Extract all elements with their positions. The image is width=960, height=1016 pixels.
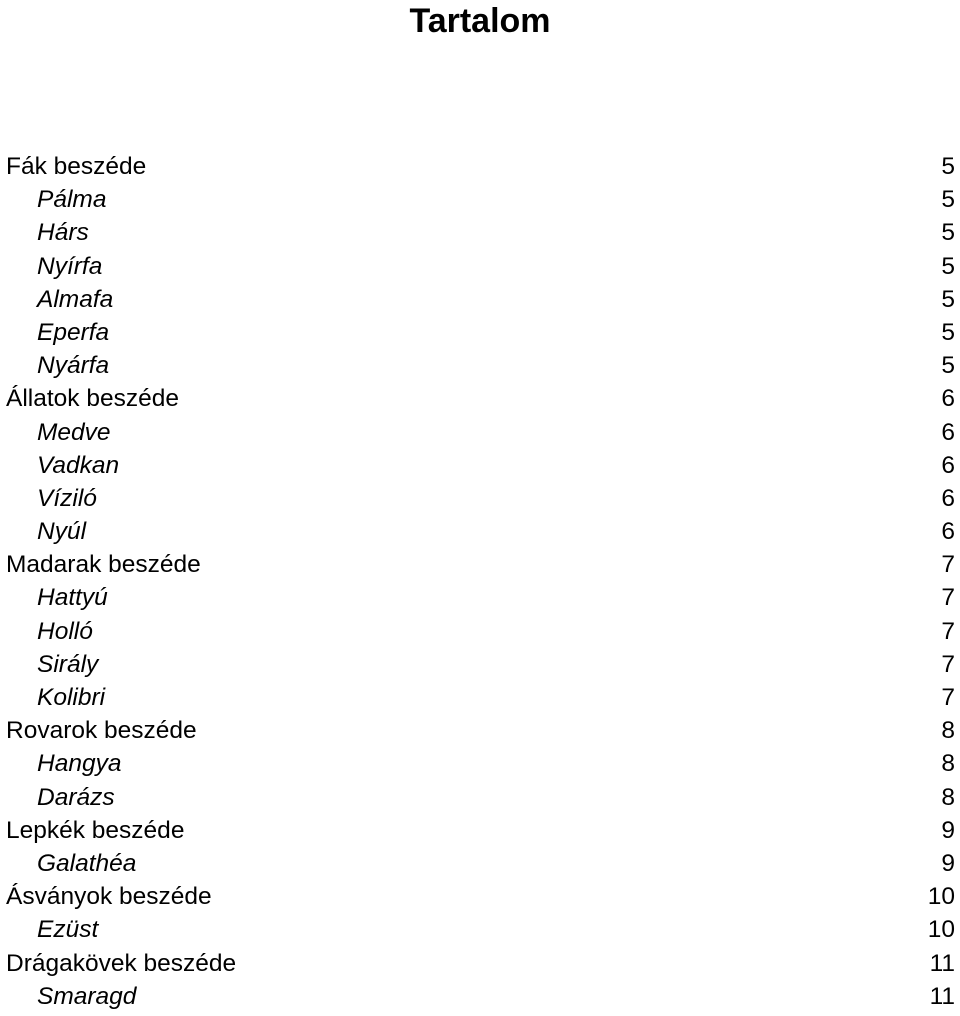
toc-subsection-entry[interactable] xyxy=(6,847,955,880)
toc-subsection-entry[interactable] xyxy=(6,449,955,482)
toc-subsection-entry[interactable] xyxy=(6,648,955,681)
toc-entry-page-number: 8 xyxy=(941,783,955,811)
toc-subsection-entry[interactable] xyxy=(6,416,955,449)
toc-entry-label: Ezüst xyxy=(37,916,99,944)
table-of-contents xyxy=(6,150,955,1013)
toc-section-entry[interactable] xyxy=(6,947,955,980)
toc-entry-page-number: 6 xyxy=(941,385,955,413)
toc-entry-label: Hárs xyxy=(37,219,89,247)
toc-entry-label: Drágakövek beszéde xyxy=(6,949,237,977)
toc-entry-label: Almafa xyxy=(37,285,114,313)
toc-entry-page-number: 5 xyxy=(941,252,955,280)
toc-entry-label: Nyúl xyxy=(37,518,87,546)
toc-entry-label: Holló xyxy=(37,617,93,645)
toc-section-entry[interactable] xyxy=(6,814,955,847)
toc-entry-page-number: 7 xyxy=(941,617,955,645)
toc-subsection-entry[interactable] xyxy=(6,283,955,316)
toc-entry-label: Ásványok beszéde xyxy=(6,883,212,911)
toc-entry-label: Pálma xyxy=(37,186,107,214)
toc-entry-label: Sirály xyxy=(37,650,99,678)
toc-subsection-entry[interactable] xyxy=(6,980,955,1013)
toc-entry-page-number: 6 xyxy=(941,418,955,446)
toc-entry-label: Állatok beszéde xyxy=(6,385,179,413)
toc-entry-label: Nyárfa xyxy=(37,352,110,380)
toc-entry-page-number: 6 xyxy=(941,451,955,479)
toc-subsection-entry[interactable] xyxy=(6,250,955,283)
toc-entry-label: Darázs xyxy=(37,783,115,811)
toc-subsection-entry[interactable] xyxy=(6,913,955,946)
toc-entry-page-number: 10 xyxy=(927,883,955,911)
toc-entry-page-number: 7 xyxy=(941,650,955,678)
toc-entry-label: Lepkék beszéde xyxy=(6,816,185,844)
toc-subsection-entry[interactable] xyxy=(6,581,955,614)
toc-entry-label: Medve xyxy=(37,418,111,446)
toc-entry-label: Hangya xyxy=(37,750,122,778)
toc-subsection-entry[interactable] xyxy=(6,183,955,216)
toc-entry-page-number: 7 xyxy=(941,684,955,711)
toc-entry-label: Vadkan xyxy=(37,451,120,479)
toc-subsection-entry[interactable] xyxy=(6,216,955,249)
toc-subsection-entry[interactable] xyxy=(6,747,955,780)
toc-subsection-entry[interactable] xyxy=(6,316,955,349)
toc-entry-page-number: 5 xyxy=(941,285,955,313)
toc-subsection-entry[interactable] xyxy=(6,615,955,648)
toc-subsection-entry[interactable] xyxy=(6,349,955,382)
toc-entry-page-number: 8 xyxy=(941,717,955,745)
toc-subsection-entry[interactable] xyxy=(6,681,955,714)
toc-entry-page-number: 5 xyxy=(941,153,955,180)
toc-section-entry[interactable] xyxy=(6,150,955,183)
toc-entry-page-number: 10 xyxy=(927,916,955,944)
toc-entry-label: Galathéa xyxy=(37,849,137,877)
toc-section-entry[interactable] xyxy=(6,548,955,581)
page-title: Tartalom xyxy=(409,2,551,40)
toc-entry-label: Kolibri xyxy=(37,684,106,711)
toc-entry-label: Madarak beszéde xyxy=(6,551,201,579)
toc-entry-page-number: 11 xyxy=(929,982,955,1010)
toc-subsection-entry[interactable] xyxy=(6,482,955,515)
toc-entry-page-number: 8 xyxy=(941,750,955,778)
toc-subsection-entry[interactable] xyxy=(6,515,955,548)
toc-entry-page-number: 6 xyxy=(941,484,955,512)
toc-section-entry[interactable] xyxy=(6,714,955,747)
toc-entry-page-number: 9 xyxy=(941,849,955,877)
toc-entry-label: Smaragd xyxy=(37,982,137,1010)
toc-entry-page-number: 5 xyxy=(941,186,955,214)
toc-entry-page-number: 5 xyxy=(941,219,955,247)
toc-entry-label: Eperfa xyxy=(37,318,110,346)
toc-entry-label: Nyírfa xyxy=(37,252,103,280)
toc-entry-page-number: 9 xyxy=(941,816,955,844)
toc-section-entry[interactable] xyxy=(6,880,955,913)
toc-section-entry[interactable] xyxy=(6,382,955,415)
toc-entry-label: Rovarok beszéde xyxy=(6,717,197,745)
toc-entry-page-number: 5 xyxy=(941,352,955,380)
toc-entry-page-number: 5 xyxy=(941,318,955,346)
toc-entry-page-number: 7 xyxy=(941,584,955,612)
toc-entry-label: Fák beszéde xyxy=(6,153,147,180)
toc-entry-page-number: 11 xyxy=(929,949,955,977)
toc-entry-page-number: 7 xyxy=(941,551,955,579)
toc-subsection-entry[interactable] xyxy=(6,781,955,814)
toc-entry-label: Hattyú xyxy=(37,584,108,612)
toc-entry-label: Víziló xyxy=(37,484,97,512)
toc-entry-page-number: 6 xyxy=(941,518,955,546)
